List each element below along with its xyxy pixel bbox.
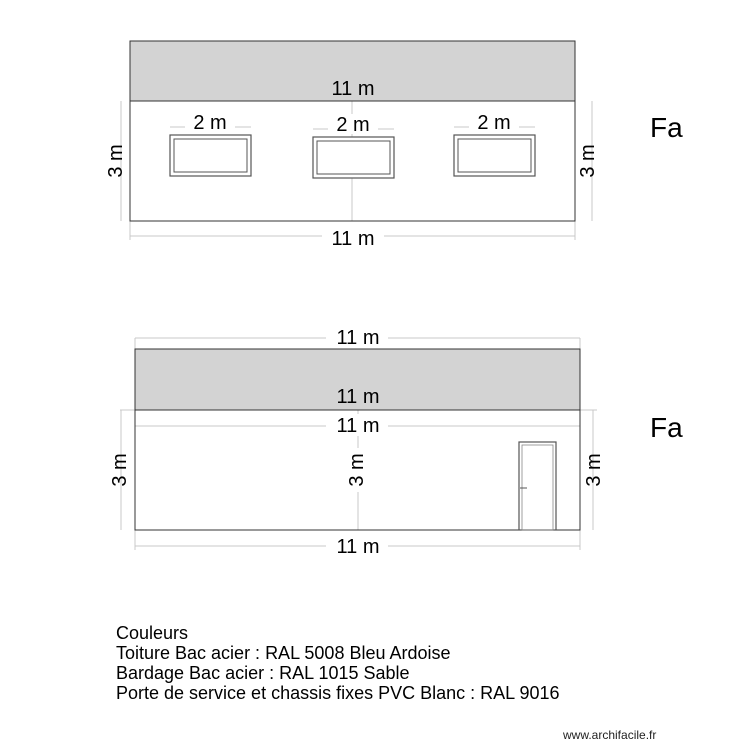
facade-1-side-label: Fa — [650, 112, 683, 143]
legend-line-cladding: Bardage Bac acier : RAL 1015 Sable — [116, 663, 410, 683]
facade-2-left-height-label: 3 m — [109, 453, 131, 487]
facade-2-top-width-label: 11 m — [336, 327, 380, 349]
legend-title: Couleurs — [116, 623, 189, 643]
legend-line-roof: Toiture Bac acier : RAL 5008 Bleu Ardoise — [116, 643, 451, 663]
facade-1 — [105, 41, 683, 250]
service-door — [519, 442, 556, 530]
facade-2-bottom-width-label: 11 m — [336, 536, 380, 558]
facade-2-roof-width-label: 11 m — [336, 386, 380, 408]
color-legend — [116, 623, 560, 703]
facade-2 — [109, 326, 683, 558]
facade-2-right-height-label: 3 m — [583, 453, 605, 487]
window-3-width-label: 2 m — [477, 112, 511, 134]
facade-2-side-label: Fa — [650, 412, 683, 443]
window-1-width-label: 2 m — [193, 112, 227, 134]
window-2 — [313, 137, 394, 178]
legend-line-door-windows: Porte de service et chassis fixes PVC Blanc : RAL 9016 — [116, 683, 560, 703]
window-1 — [170, 135, 251, 176]
facade-1-roof-width-label: 11 m — [331, 78, 375, 100]
facade-2-wall-width-label: 11 m — [336, 415, 380, 437]
window-2-width-label: 2 m — [336, 114, 370, 136]
window-3 — [454, 135, 535, 176]
watermark: www.archifacile.fr — [563, 728, 657, 742]
facade-1-right-height-label: 3 m — [577, 144, 599, 178]
facade-1-left-height-label: 3 m — [105, 144, 127, 178]
facade-1-bottom-width-label: 11 m — [331, 228, 375, 250]
facade-2-center-height-label: 3 m — [346, 453, 368, 487]
